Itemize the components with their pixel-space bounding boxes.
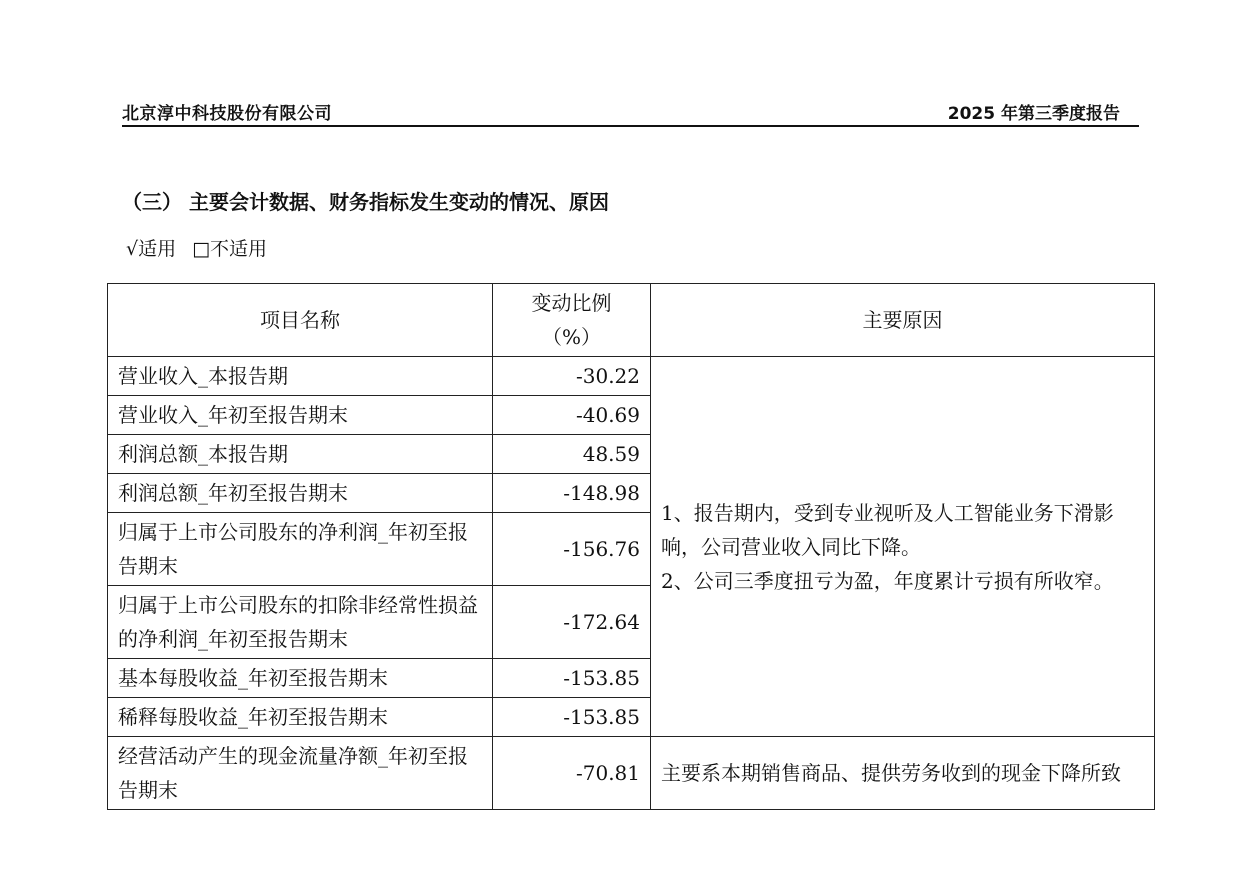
row-name: 基本每股收益_年初至报告期末 [108, 659, 493, 698]
header-item-name: 项目名称 [108, 284, 493, 357]
row-name: 利润总额_年初至报告期末 [108, 474, 493, 513]
row-value: -30.22 [493, 357, 651, 396]
header-ratio-line2: （%） [541, 325, 601, 349]
applicability-line [126, 234, 283, 261]
row-name: 营业收入_本报告期 [108, 357, 493, 396]
header-main-reason: 主要原因 [651, 284, 1155, 357]
header-ratio-line1: 变动比例 [531, 291, 612, 315]
row-value: -172.64 [493, 586, 651, 659]
table-header-row [108, 284, 1155, 357]
row-name: 利润总额_本报告期 [108, 435, 493, 474]
table-row [108, 737, 1155, 810]
section-title: （三） 主要会计数据、财务指标发生变动的情况、原因 [122, 190, 609, 214]
row-value: -153.85 [493, 698, 651, 737]
header-change-ratio [493, 284, 651, 357]
row-value: -148.98 [493, 474, 651, 513]
row-name: 营业收入_年初至报告期末 [108, 396, 493, 435]
row-value: 48.59 [493, 435, 651, 474]
row-value: -153.85 [493, 659, 651, 698]
change-table [107, 283, 1155, 810]
header-company: 北京淳中科技股份有限公司 [122, 104, 332, 124]
header-report-title: 2025 年第三季度报告 [947, 104, 1120, 124]
row-value: -70.81 [493, 737, 651, 810]
header-rule [122, 125, 1139, 127]
reason-group-1 [651, 357, 1155, 737]
row-name: 归属于上市公司股东的净利润_年初至报告期末 [108, 513, 493, 586]
applicable-checked: √适用 [126, 238, 177, 260]
row-name: 稀释每股收益_年初至报告期末 [108, 698, 493, 737]
row-name: 归属于上市公司股东的扣除非经常性损益的净利润_年初至报告期末 [108, 586, 493, 659]
row-value: -40.69 [493, 396, 651, 435]
row-value: -156.76 [493, 513, 651, 586]
reason-line-2: 2、公司三季度扭亏为盈，年度累计亏损有所收窄。 [661, 568, 1114, 593]
not-applicable-box: □不适用 [192, 238, 268, 260]
table-row [108, 357, 1155, 396]
reason-cash-flow: 主要系本期销售商品、提供劳务收到的现金下降所致 [651, 737, 1155, 810]
row-name: 经营活动产生的现金流量净额_年初至报告期末 [108, 737, 493, 810]
reason-line-1: 1、报告期内，受到专业视听及人工智能业务下滑影响，公司营业收入同比下降。 [661, 500, 1114, 559]
